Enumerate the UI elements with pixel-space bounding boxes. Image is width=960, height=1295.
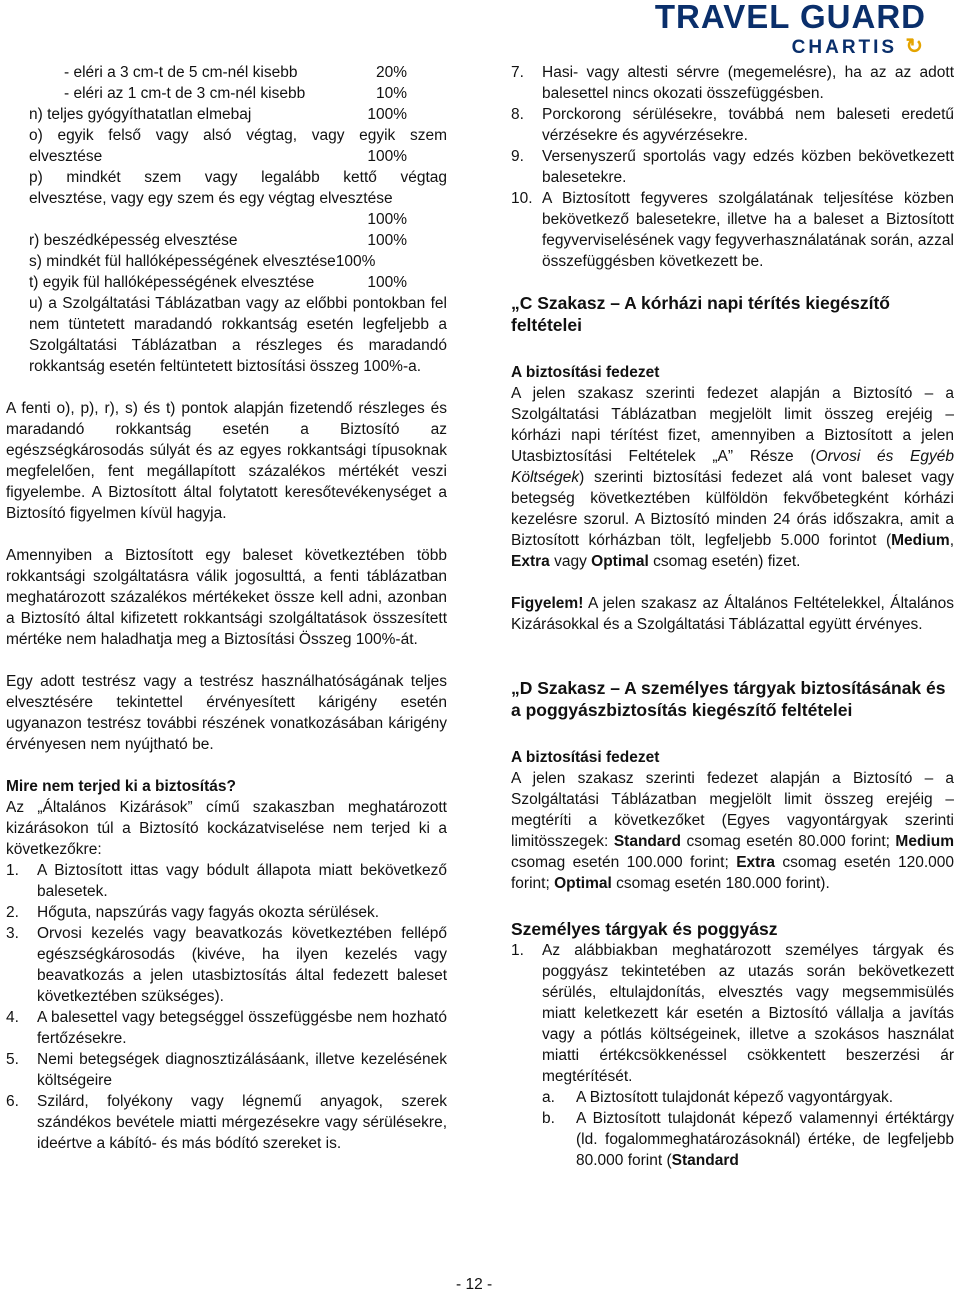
list-item: 8. Porckorong sérülésekre, továbbá nem baleseti eredetű vérzésekre és agyvérzésekre. bbox=[511, 106, 954, 144]
list-item: a. A Biztosított tulajdonát képező vagyontárgyak. bbox=[542, 1089, 894, 1106]
list-item: 5. Nemi betegségek diagnosztizálásáank, illetve kezelésének költségeire bbox=[6, 1051, 447, 1089]
list-item: b. A Biztosított tulajdonát képező valamennyi értéktárgy (ld. fogalommeghatározásoknál) értéke, de legfeljebb 80.000 forint (Standard bbox=[542, 1110, 954, 1169]
chartis-mark-icon: ↻ bbox=[905, 35, 926, 58]
paragraph-tobb-rokkantsag: Amennyiben a Biztosított egy baleset következtében több rokkantsági szolgáltatásra válik jogosulttá, a fenti táblázatban meghatározott százalékos mértékeket össze kell adni, azonban a Biztosító által kifizetett rokkantsági szolgáltatások összesített mértéke nem haladhatja meg a Biztosítási Összeg 100%-át. bbox=[6, 547, 447, 648]
section-d-paragraph: A jelen szakasz szerinti fedezet alapján a Biztosító – a Szolgáltatási Táblázatban megjelölt limit összeg erejéig – megtéríti a következőket (Egyes vagyontárgyak szerinti limitösszegek: Standard csomag esetén 80.000 forint; Medium csomag esetén 100.000 forint; Extra csomag esetén 120.000 forint; Optimal csomag esetén 180.000 forint). bbox=[511, 770, 954, 892]
section-c-paragraph: A jelen szakasz szerinti fedezet alapján a Biztosító – a Szolgáltatási Táblázatban megjelölt limit összeg erejéig – kórházi napi térítést fizet, amennyiben a Biztosított a jelen Utasbiztosítási Feltételek „A” Része (Orvosi és Egyéb Költségek) szerinti biztosítási fedezet alá vont baleset vagy betegség következtében külföldön fekvőbetegként kórházi kezelésre szorul. A Biztosító minden 24 órás időszakra, amit a Biztosított kórházban tölt, legfeljebb 5.000 forintot (Medium, Extra vagy Optimal csomag esetén) fizet. bbox=[511, 385, 954, 570]
list-item: 9. Versenyszerű sportolás vagy edzés közben bekövetkezett balesetekre. bbox=[511, 148, 954, 186]
paragraph-rokkantsag: A fenti o), p), r), s) és t) pontok alapján fizetendő részleges és maradandó rokkantság esetén a Biztosító az egészségkárosodás súlyát és az egyes rokkantsági típusoknak megfelelően, fent megállapított százalékos mértékét veszi figyelembe. A Biztosított által folytatott keresőtevékenységet a Biztosító figyelmen kívül hagyja. bbox=[6, 400, 447, 522]
list-item: 4. A balesettel vagy betegséggel összefüggésbe nem hozható fertőzésekre. bbox=[6, 1009, 447, 1047]
cover-heading-d: A biztosítási fedezet bbox=[511, 749, 660, 766]
list-item: 3. Orvosi kezelés vagy beavatkozás következtében fellépő egészségkárosodás (kivéve, ha ilyen kezelés vagy beavatkozás a jelen utasbiztosítás által fedezett baleset következtében szükséges). bbox=[6, 925, 447, 1005]
list-item: 2. Hőguta, napszúrás vagy fagyás okozta sérülések. bbox=[6, 904, 380, 921]
list-item: r) beszédképesség elvesztése 100% bbox=[29, 232, 407, 249]
section-c-title: „C Szakasz – A kórházi napi térítés kiegészítő feltételei bbox=[511, 293, 890, 335]
list-item: 6. Szilárd, folyékony vagy légnemű anyagok, szerek szándékos bevétele miatti mérgezésekre vagy sérülésekre, ideértve a kábító- és más bódító szereket is. bbox=[6, 1093, 447, 1152]
travel-guard-logo bbox=[655, 0, 926, 59]
list-item: - eléri a 3 cm-t de 5 cm-nél kisebb 20% bbox=[64, 64, 407, 81]
page-number: - 12 - bbox=[456, 1276, 493, 1293]
list-item: 10. A Biztosított fegyveres szolgálatának teljesítése közben bekövetkező balesetekre, illetve ha a baleset a Biztosított fegyverviselésének vagy fegyverhasználatának során, azzal összefüggésben következett be. bbox=[511, 190, 954, 270]
item-p-line1: p) mindkét szem vagy legalább kettő végtag bbox=[29, 169, 447, 186]
list-item: 1. Az alábbiakban meghatározott személyes tárgyak és poggyász tekintetében az utazás során bekövetkezett sérülés, eltulajdonítás, elvesztés vagy megsemmisülés miatt keletkezett kár esetén a Biztosító vállalja a javítás vagy a pótlás költségeinek, illetve a szokásos használat miatti értékcsökkenéssel csökkentett beszerzési ár megtérítését. bbox=[511, 942, 954, 1085]
right-column bbox=[511, 62, 954, 1171]
list-item: n) teljes gyógyíthatatlan elmebaj 100% bbox=[29, 106, 407, 123]
personal-items-heading: Személyes tárgyak és poggyász bbox=[511, 919, 778, 939]
section-d-title: „D Szakasz – A személyes tárgyak biztosításának és a poggyászbiztosítás kiegészítő feltételei bbox=[511, 678, 946, 720]
logo-travel-guard: TRAVEL GUARD bbox=[654, 0, 926, 35]
list-item: elvesztése 100% bbox=[29, 148, 407, 165]
list-item: t) egyik fül hallóképességének elvesztése 100% bbox=[29, 274, 407, 291]
paragraph-testresz: Egy adott testrész vagy a testrész használhatóságának teljes elvesztésére tekintettel érvényesített kárigény esetén ugyanazon testrész további részének vonatkozásában kárigény érvényesen nem nyújtható be. bbox=[6, 673, 447, 753]
item-p-line2: elvesztése, vagy egy szem és egy végtag elvesztése bbox=[29, 190, 393, 207]
exclusions-intro: Az „Általános Kizárások” című szakaszban meghatározott kizárásokon túl a Biztosító kockázatviselése nem terjed ki a következőkre: bbox=[6, 799, 447, 858]
logo-chartis-text: CHARTIS bbox=[791, 37, 898, 58]
left-column bbox=[6, 62, 447, 1154]
list-item: 1. A Biztosított ittas vagy bódult állapota miatt bekövetkező balesetek. bbox=[6, 862, 447, 900]
item-o-line1: o) egyik felső vagy alsó végtag, vagy egyik szem bbox=[29, 127, 447, 144]
list-item: 7. Hasi- vagy altesti sérvre (megemelésre), ha az az adott balesettel nincs okozati összefüggésben. bbox=[511, 64, 954, 102]
item-s: s) mindkét fül hallóképességének elvesztése100% bbox=[29, 253, 376, 270]
logo-chartis bbox=[655, 36, 926, 59]
cover-heading-c: A biztosítási fedezet bbox=[511, 364, 660, 381]
attention-paragraph: Figyelem! A jelen szakasz az Általános Feltételekkel, Általános Kizárásokkal és a Szolgáltatási Táblázattal együtt érvényes. bbox=[511, 595, 954, 633]
list-item: 100% bbox=[367, 211, 407, 228]
item-u: u) a Szolgáltatási Táblázatban vagy az előbbi pontokban fel nem tüntetett maradandó rokkantság esetén legfeljebb a Szolgáltatási Táblázatban a részleges és maradandó rokkantság esetén feltüntetett biztosítási összeg 100%-a. bbox=[29, 295, 447, 375]
exclusions-heading: Mire nem terjed ki a biztosítás? bbox=[6, 778, 236, 795]
list-item: - eléri az 1 cm-t de 3 cm-nél kisebb 10% bbox=[64, 85, 407, 102]
